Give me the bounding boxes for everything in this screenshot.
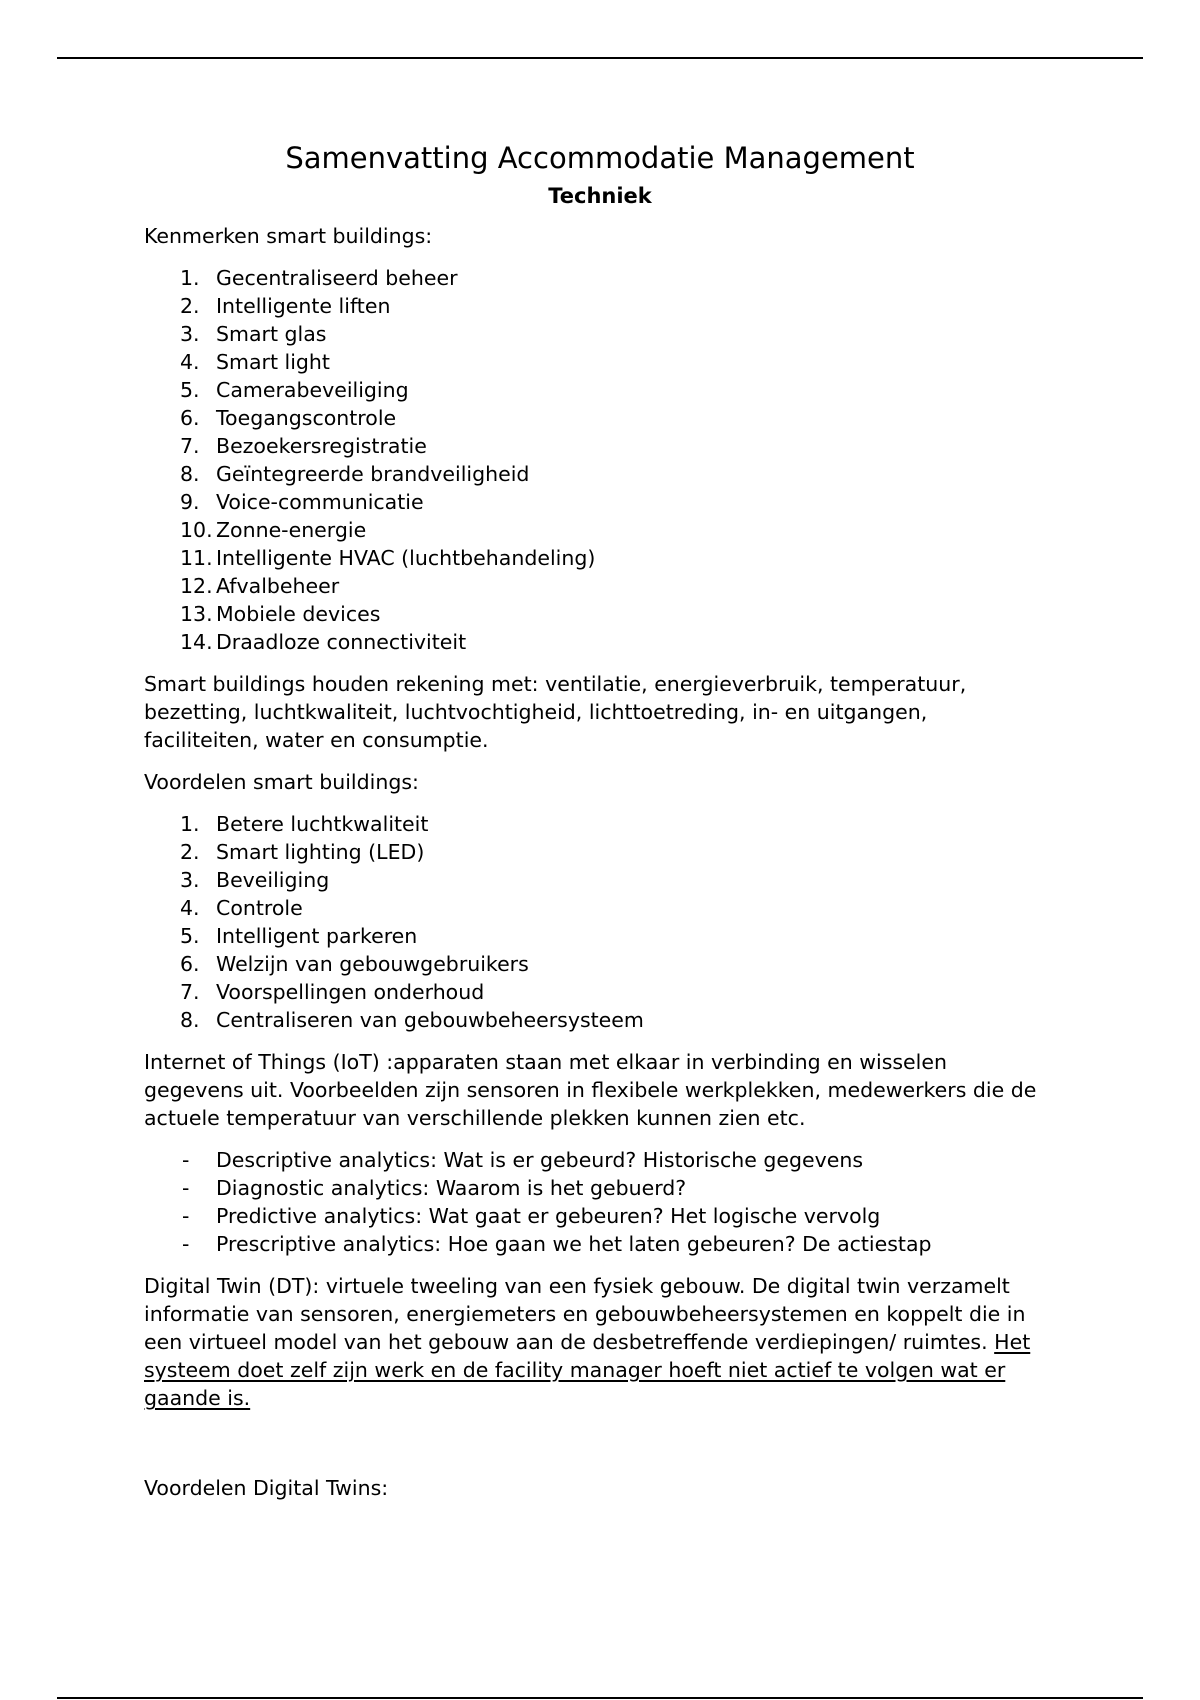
- list-marker: 8.: [180, 1008, 200, 1032]
- list-item-text: Toegangscontrole: [216, 406, 397, 430]
- list-item-text: Afvalbeheer: [216, 574, 340, 598]
- list-item: [144, 404, 1044, 432]
- list-item-text: Smart glas: [216, 322, 327, 346]
- list-marker: 4.: [180, 896, 200, 920]
- list-item: [144, 628, 1044, 656]
- list-item: [144, 978, 1044, 1006]
- list-item-text: Voice-communicatie: [216, 490, 424, 514]
- list-item: [144, 264, 1044, 292]
- list-item: [144, 348, 1044, 376]
- digital-twin-text: Digital Twin (DT): virtuele tweeling van een fysiek gebouw. De digital twin verzamelt informatie van sensoren, energiemeters en gebouwbeheersystemen en koppelt die in een virtueel model van het gebouw aan de desbetreffende verdiepingen/ ruimtes.: [144, 1274, 1026, 1354]
- list-item-text: Mobiele devices: [216, 602, 381, 626]
- list-item: [144, 894, 1044, 922]
- list-item-text: Smart light: [216, 350, 330, 374]
- list-item: [144, 950, 1044, 978]
- list-item: [144, 922, 1044, 950]
- list-item-text: Smart lighting (LED): [216, 840, 425, 864]
- list-marker: -: [182, 1176, 190, 1200]
- list-item: [144, 572, 1044, 600]
- list-marker: 11.: [180, 546, 213, 570]
- list-item: [144, 600, 1044, 628]
- list-item: [144, 460, 1044, 488]
- digital-twin-paragraph: [144, 1272, 1044, 1412]
- list-item-text: Controle: [216, 896, 303, 920]
- top-rule: [57, 57, 1143, 59]
- list-item-text: Betere luchtkwaliteit: [216, 812, 429, 836]
- spacer: [144, 1426, 1044, 1474]
- list-marker: 13.: [180, 602, 213, 626]
- list-marker: 8.: [180, 462, 200, 486]
- list-item: [144, 1230, 1044, 1258]
- list-item-text: Diagnostic analytics: Waarom is het gebuerd?: [216, 1176, 687, 1200]
- list-item-text: Intelligente HVAC (luchtbehandeling): [216, 546, 596, 570]
- list-item-text: Beveiliging: [216, 868, 330, 892]
- list-item-text: Intelligente liften: [216, 294, 391, 318]
- list-marker: 7.: [180, 434, 200, 458]
- voordelen-heading: Voordelen smart buildings:: [144, 770, 419, 794]
- list-marker: -: [182, 1232, 190, 1256]
- list-item: [144, 488, 1044, 516]
- rekening-paragraph: Smart buildings houden rekening met: ventilatie, energieverbruik, temperatuur, bezetting, luchtkwaliteit, luchtvochtigheid, lichttoetreding, in- en uitgangen, faciliteiten, water en consumptie.: [144, 672, 967, 752]
- list-marker: -: [182, 1204, 190, 1228]
- list-marker: 5.: [180, 378, 200, 402]
- digital-twin-underlined: Het systeem doet zelf zijn werk en de facility manager hoeft niet actief te volgen wat er gaande is.: [144, 1330, 1031, 1410]
- list-item: [144, 1006, 1044, 1034]
- list-marker: 14.: [180, 630, 213, 654]
- list-item-text: Camerabeveiliging: [216, 378, 409, 402]
- list-item: [144, 544, 1044, 572]
- list-marker: 10.: [180, 518, 213, 542]
- list-marker: 1.: [180, 812, 200, 836]
- list-item: [144, 838, 1044, 866]
- list-marker: 6.: [180, 406, 200, 430]
- list-item-text: Voorspellingen onderhoud: [216, 980, 485, 1004]
- list-marker: 5.: [180, 924, 200, 948]
- list-item: [144, 292, 1044, 320]
- voordelen-list: [144, 810, 1044, 1034]
- list-item-text: Bezoekersregistratie: [216, 434, 427, 458]
- list-item-text: Centraliseren van gebouwbeheersysteem: [216, 1008, 644, 1032]
- list-marker: 2.: [180, 294, 200, 318]
- list-marker: 7.: [180, 980, 200, 1004]
- list-item: [144, 866, 1044, 894]
- list-item: [144, 1202, 1044, 1230]
- list-item: [144, 1174, 1044, 1202]
- page-title: Samenvatting Accommodatie Management: [285, 141, 915, 175]
- iot-paragraph: Internet of Things (IoT) :apparaten staan met elkaar in verbinding en wisselen gegevens uit. Voorbeelden zijn sensoren in flexibele werkplekken, medewerkers die de actuele temperatuur van verschillende plekken kunnen zien etc.: [144, 1050, 1037, 1130]
- voordelen-dt-heading: Voordelen Digital Twins:: [144, 1476, 389, 1500]
- page-subtitle: Techniek: [548, 184, 652, 208]
- list-marker: 4.: [180, 350, 200, 374]
- list-item-text: Predictive analytics: Wat gaat er gebeuren? Het logische vervolg: [216, 1204, 881, 1228]
- list-marker: 3.: [180, 868, 200, 892]
- list-item: [144, 320, 1044, 348]
- analytics-list: [144, 1146, 1044, 1258]
- list-item: [144, 1146, 1044, 1174]
- list-marker: 12.: [180, 574, 213, 598]
- list-item-text: Geïntegreerde brandveiligheid: [216, 462, 530, 486]
- list-item-text: Welzijn van gebouwgebruikers: [216, 952, 529, 976]
- list-item-text: Zonne-energie: [216, 518, 367, 542]
- document-body: [144, 140, 1044, 1502]
- list-marker: 3.: [180, 322, 200, 346]
- list-item-text: Gecentraliseerd beheer: [216, 266, 458, 290]
- list-marker: -: [182, 1148, 190, 1172]
- list-marker: 2.: [180, 840, 200, 864]
- kenmerken-list: [144, 264, 1044, 656]
- list-marker: 1.: [180, 266, 200, 290]
- list-marker: 6.: [180, 952, 200, 976]
- list-item-text: Descriptive analytics: Wat is er gebeurd? Historische gegevens: [216, 1148, 864, 1172]
- kenmerken-heading: Kenmerken smart buildings:: [144, 224, 433, 248]
- list-item: [144, 516, 1044, 544]
- list-item: [144, 376, 1044, 404]
- list-item-text: Draadloze connectiviteit: [216, 630, 467, 654]
- list-item-text: Intelligent parkeren: [216, 924, 418, 948]
- list-marker: 9.: [180, 490, 200, 514]
- list-item: [144, 432, 1044, 460]
- list-item: [144, 810, 1044, 838]
- bottom-rule: [57, 1697, 1143, 1699]
- list-item-text: Prescriptive analytics: Hoe gaan we het laten gebeuren? De actiestap: [216, 1232, 932, 1256]
